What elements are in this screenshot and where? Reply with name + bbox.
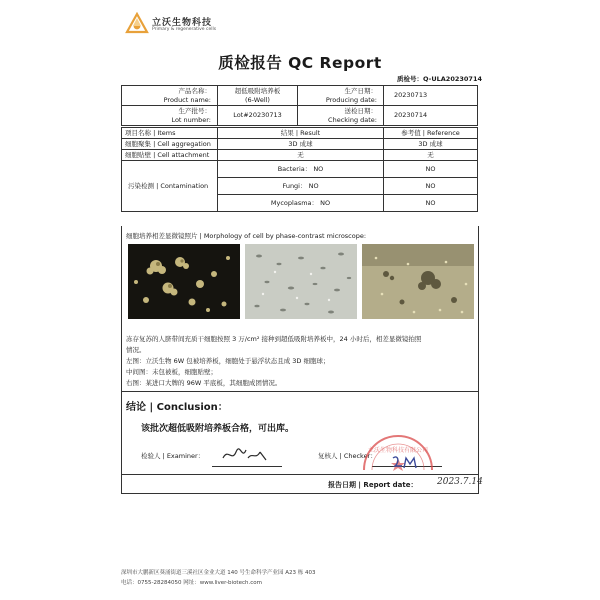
- contamination-bacteria: Bacteria： NO: [218, 161, 384, 178]
- svg-text:立沃生物科技有限公司: 立沃生物科技有限公司: [367, 447, 429, 454]
- report-date-section: [121, 473, 479, 494]
- qc-results-table: [121, 127, 478, 212]
- conclusion-text: 该批次超低吸附培养板合格，可出库。: [141, 424, 295, 434]
- items-header: 项目名称 | Items: [122, 128, 218, 139]
- checking-date-value: 20230714: [384, 106, 478, 126]
- checker-label: 复核人 | Checker：: [318, 452, 377, 460]
- contamination-label: 污染检测 | Contamination: [122, 161, 218, 212]
- company-logo: [124, 12, 150, 38]
- product-name-value: 超低吸附培养板 (6-Well): [218, 86, 298, 106]
- reference-value: 无: [384, 150, 478, 161]
- description-line: 情况。: [126, 346, 146, 354]
- brand-name-en: Primary & regenerative cells: [152, 27, 217, 32]
- description-line: 左图：立沃生物 6W 包被培养板，细胞处于悬浮状态且成 3D 细胞球；: [126, 357, 330, 365]
- producing-date-value: 20230713: [384, 86, 478, 106]
- footer-address: 深圳市大鹏新区葵涌街道三溪社区金业大道 140 号生命科学产业园 A23 栋 403: [121, 570, 316, 576]
- examiner-label: 检验人 | Examiner：: [141, 452, 205, 460]
- reference-header: 参考值 | Reference: [384, 128, 478, 139]
- checker-signature: [390, 452, 422, 472]
- micrograph-middle: [245, 244, 357, 319]
- result-header: 结果 | Result: [218, 128, 384, 139]
- product-info-table: [121, 85, 478, 126]
- result-value: 无: [218, 150, 384, 161]
- micrograph-right: [362, 244, 474, 319]
- report-date-label: 报告日期 | Report date：: [328, 481, 418, 489]
- contamination-fungi-reference: NO: [384, 178, 478, 195]
- description-line: 中间图：未包被板，细胞贴壁；: [126, 368, 217, 376]
- description-line: 右图：某进口大牌的 96W 平底板，其细胞成团情况。: [126, 379, 282, 387]
- contamination-fungi: Fungi： NO: [218, 178, 384, 195]
- producing-date-label: 生产日期： Producing date:: [298, 86, 384, 106]
- conclusion-heading: 结论 | Conclusion：: [126, 402, 228, 413]
- contamination-mycoplasma-reference: NO: [384, 195, 478, 212]
- examiner-signature: [220, 442, 270, 466]
- report-date-value: 2023.7.14: [437, 477, 483, 487]
- brand-name-cn: 立沃生物科技: [152, 18, 213, 28]
- contamination-bacteria-reference: NO: [384, 161, 478, 178]
- result-value: 3D 成球: [218, 139, 384, 150]
- footer-contact: 电话：0755-28284050 网址：www.liver-biotech.com: [121, 580, 262, 586]
- reference-value: 3D 成球: [384, 139, 478, 150]
- examiner-signature-line: [212, 466, 282, 467]
- contamination-mycoplasma: Mycoplasma： NO: [218, 195, 384, 212]
- description-line: 冻存复苏的人脐带间充质干细胞按照 3 万/cm² 接种到超低吸附培养板中，24 小时后，相差显微镜拍照: [126, 335, 422, 343]
- page-title: 质检报告 QC Report: [218, 54, 382, 72]
- lot-number-value: Lot#20230713: [218, 106, 298, 126]
- morphology-label: 细胞培养相差显微镜照片 | Morphology of cell by phase-contrast microscope:: [126, 232, 367, 240]
- report-number: 质检号：Q-ULA20230714: [397, 75, 482, 83]
- micrograph-left: [128, 244, 240, 319]
- lot-number-label: 生产批号： Lot number:: [122, 106, 218, 126]
- result-item: 细胞贴壁 | Cell attachment: [122, 150, 218, 161]
- result-item: 细胞聚集 | Cell aggregation: [122, 139, 218, 150]
- product-name-label: 产品名称： Product name:: [122, 86, 218, 106]
- checking-date-label: 送检日期： Checking date:: [298, 106, 384, 126]
